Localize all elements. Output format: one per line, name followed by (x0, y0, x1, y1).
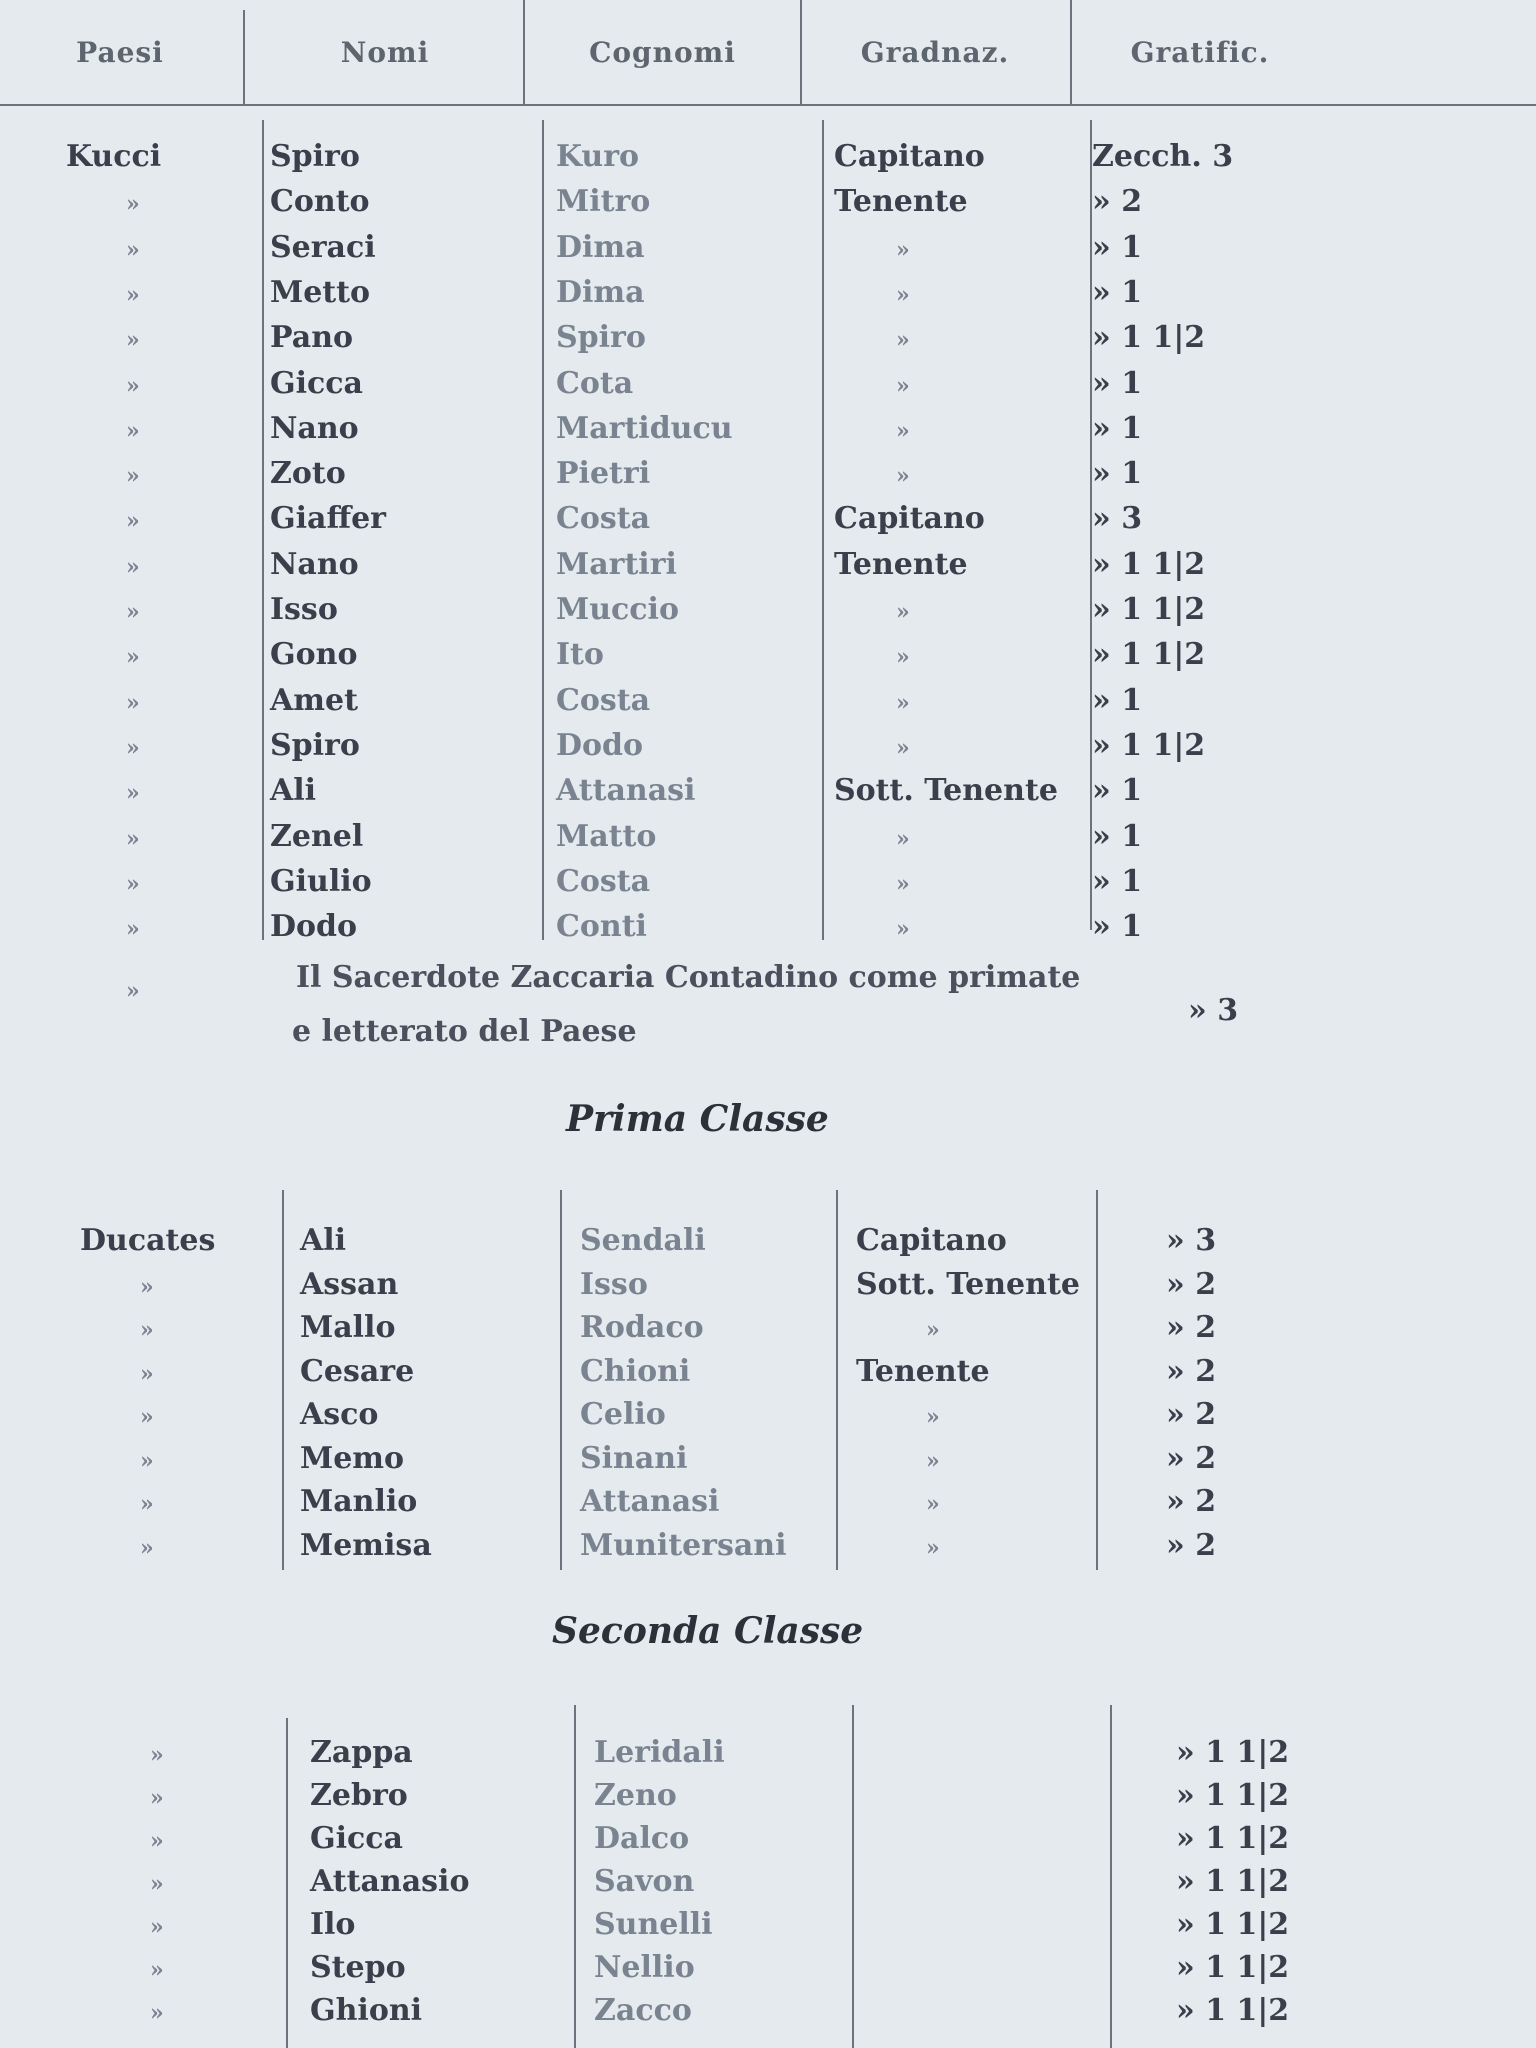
cell-paese: » (126, 916, 140, 943)
cell-grado: » (896, 463, 910, 490)
cell-paese: » (150, 2000, 164, 2026)
header-divider (523, 0, 525, 104)
cell-cognome: Muccio (556, 592, 679, 627)
cell-nome: Ali (300, 1223, 347, 1258)
cell-grado: » (896, 870, 910, 897)
cell-gratifica: » 3 (1092, 501, 1143, 537)
cell-paese: » (140, 1404, 154, 1430)
cell-cognome: Sunelli (594, 1907, 713, 1942)
cell-cognome: Costa (556, 682, 651, 718)
header-nomi: Nomi (340, 35, 430, 69)
cell-grado: » (896, 281, 910, 308)
section-title-prima-classe: Prima Classe (566, 1098, 829, 1140)
cell-paese: » (126, 553, 140, 580)
cell-grado: Sott. Tenente (834, 773, 1058, 809)
cell-nome: Spiro (270, 139, 360, 174)
cell-gratifica: » 2 (1166, 1527, 1217, 1563)
cell-grado: » (926, 1317, 940, 1343)
cell-gratifica: » 1 (1092, 456, 1143, 492)
cell-gratifica: » 1 1|2 (1176, 1821, 1290, 1856)
note-paese: » (126, 978, 140, 1004)
cell-gratifica: » 1 (1092, 818, 1143, 854)
cell-grado: Tenente (834, 184, 968, 220)
cell-gratifica: » 1 (1092, 410, 1143, 446)
cell-cognome: Munitersani (580, 1527, 787, 1563)
cell-cognome: Dalco (594, 1821, 690, 1856)
cell-grado: » (926, 1447, 940, 1474)
cell-gratifica: » 2 (1092, 184, 1143, 220)
cell-cognome: Attanasi (556, 773, 696, 809)
cell-nome: Ghioni (310, 1993, 423, 2028)
cell-gratifica: » 1 1|2 (1176, 1735, 1290, 1770)
cell-cognome: Dima (556, 274, 645, 310)
cell-cognome: Isso (580, 1266, 648, 1302)
column-rule (560, 1190, 562, 1570)
cell-cognome: Zeno (594, 1778, 677, 1813)
cell-nome: Manlio (300, 1484, 418, 1519)
cell-grado: » (926, 1404, 940, 1430)
cell-paese: » (150, 1871, 164, 1897)
cell-grado: » (896, 417, 910, 444)
cell-gratifica: » 1 1|2 (1092, 637, 1206, 673)
note-line-2: e letterato del Paese (292, 1014, 637, 1049)
note-line-1: Il Sacerdote Zaccaria Contadino come primate (296, 960, 1081, 995)
cell-nome: Stepo (310, 1950, 406, 1985)
column-rule (1096, 1190, 1098, 1570)
cell-grado: » (896, 599, 910, 625)
cell-nome: Zappa (310, 1735, 413, 1770)
cell-nome: Cesare (300, 1353, 415, 1389)
column-rule (836, 1190, 838, 1570)
cell-nome: Zoto (270, 456, 346, 492)
cell-nome: Pano (270, 320, 354, 356)
cell-nome: Spiro (270, 727, 360, 763)
cell-paese: » (150, 1785, 164, 1811)
cell-grado: » (896, 372, 910, 399)
cell-nome: Mallo (300, 1310, 396, 1345)
cell-nome: Memo (300, 1440, 405, 1476)
cell-cognome: Kuro (556, 139, 640, 174)
cell-paese: » (126, 644, 140, 671)
cell-nome: Ali (270, 773, 317, 809)
cell-nome: Nano (270, 410, 359, 446)
cell-nome: Gicca (310, 1821, 403, 1856)
cell-cognome: Celio (580, 1397, 666, 1432)
cell-gratifica: » 1 1|2 (1176, 1950, 1290, 1985)
cell-grado: Capitano (856, 1223, 1007, 1258)
cell-cognome: Attanasi (580, 1484, 720, 1519)
cell-cognome: Matto (556, 818, 657, 854)
column-rule (282, 1190, 284, 1570)
cell-paese: » (140, 1534, 154, 1561)
cell-grado: » (896, 916, 910, 943)
cell-gratifica: » 1 (1092, 365, 1143, 401)
cell-nome: Dodo (270, 909, 358, 945)
cell-paese: » (140, 1360, 154, 1387)
cell-cognome: Martiducu (556, 410, 733, 446)
cell-cognome: Martiri (556, 546, 677, 582)
cell-gratifica: » 1 (1092, 863, 1143, 899)
cell-paese: » (126, 372, 140, 399)
cell-gratifica: » 2 (1166, 1440, 1217, 1476)
cell-nome: Assan (300, 1266, 399, 1302)
cell-gratifica: » 1 1|2 (1176, 1993, 1290, 2028)
cell-gratifica: » 1 1|2 (1176, 1778, 1290, 1813)
cell-nome: Ilo (310, 1907, 356, 1942)
cell-cognome: Ito (556, 637, 604, 673)
cell-paese: » (140, 1447, 154, 1474)
cell-cognome: Conti (556, 909, 647, 945)
cell-cognome: Savon (594, 1864, 695, 1899)
header-cognomi: Cognomi (589, 35, 736, 69)
cell-paese: » (150, 1828, 164, 1854)
column-rule (542, 120, 544, 940)
cell-nome: Nano (270, 546, 359, 582)
cell-paese: » (126, 327, 140, 354)
cell-paese: » (126, 734, 140, 761)
cell-grado: Tenente (856, 1353, 990, 1389)
header-divider (1070, 0, 1072, 104)
cell-grado: » (896, 689, 910, 716)
table-header (0, 0, 1536, 106)
cell-paese: » (126, 281, 140, 308)
cell-grado: Tenente (834, 546, 968, 582)
cell-paese: » (126, 599, 140, 625)
header-gradnaz: Gradnaz. (860, 35, 1010, 69)
cell-paese: » (126, 417, 140, 444)
cell-cognome: Spiro (556, 320, 646, 356)
cell-gratifica: » 1 (1092, 682, 1143, 718)
cell-cognome: Dima (556, 229, 645, 265)
cell-gratifica: » 1 1|2 (1176, 1907, 1290, 1942)
cell-grado: » (896, 825, 910, 852)
cell-cognome: Pietri (556, 456, 651, 492)
cell-paese: » (140, 1491, 154, 1517)
cell-cognome: Rodaco (580, 1310, 704, 1345)
cell-gratifica: Zecch. 3 (1092, 139, 1234, 174)
cell-paese: Ducates (80, 1223, 216, 1258)
cell-nome: Isso (270, 592, 338, 627)
cell-gratifica: » 2 (1166, 1397, 1217, 1432)
cell-nome: Gicca (270, 365, 363, 401)
header-divider (243, 10, 245, 104)
cell-paese: » (126, 508, 140, 535)
note-gratifica: » 3 (1188, 993, 1239, 1028)
cell-grado: » (896, 734, 910, 761)
cell-cognome: Dodo (556, 727, 644, 763)
cell-grado: » (896, 644, 910, 671)
cell-nome: Zenel (270, 818, 364, 854)
column-rule (262, 120, 264, 940)
cell-cognome: Costa (556, 863, 651, 899)
column-rule (574, 1705, 576, 2048)
cell-grado: Capitano (834, 501, 985, 537)
cell-nome: Gono (270, 637, 358, 673)
cell-grado: » (926, 1491, 940, 1517)
cell-nome: Giaffer (270, 501, 386, 537)
cell-gratifica: » 2 (1166, 1310, 1217, 1345)
cell-paese: » (126, 870, 140, 897)
cell-paese: » (126, 463, 140, 490)
cell-paese: » (140, 1273, 154, 1300)
cell-grado: » (896, 327, 910, 354)
cell-cognome: Cota (556, 365, 634, 401)
cell-paese: » (126, 780, 140, 807)
cell-paese: » (140, 1317, 154, 1343)
cell-gratifica: » 1 (1092, 773, 1143, 809)
cell-gratifica: » 1 1|2 (1092, 320, 1206, 356)
header-paesi: Paesi (76, 35, 164, 69)
cell-grado: » (896, 236, 910, 263)
cell-gratifica: » 1 (1092, 909, 1143, 945)
cell-nome: Memisa (300, 1527, 432, 1563)
cell-gratifica: » 2 (1166, 1353, 1217, 1389)
cell-cognome: Mitro (556, 184, 651, 220)
cell-paese: » (126, 191, 140, 218)
cell-gratifica: » 1 (1092, 274, 1143, 310)
cell-gratifica: » 2 (1166, 1266, 1217, 1302)
column-rule (822, 120, 824, 940)
cell-paese: » (150, 1914, 164, 1940)
cell-nome: Seraci (270, 229, 376, 265)
cell-grado: Capitano (834, 139, 985, 174)
cell-gratifica: » 1 1|2 (1092, 592, 1206, 627)
cell-gratifica: » 1 1|2 (1092, 546, 1206, 582)
cell-paese: » (126, 236, 140, 263)
cell-nome: Attanasio (310, 1864, 470, 1899)
cell-gratifica: » 3 (1166, 1223, 1217, 1258)
cell-gratifica: » 1 1|2 (1092, 727, 1206, 763)
cell-cognome: Nellio (594, 1950, 695, 1985)
cell-grado: » (926, 1534, 940, 1561)
column-rule (852, 1705, 854, 2048)
cell-paese: Kucci (66, 139, 162, 174)
cell-cognome: Costa (556, 501, 651, 537)
cell-cognome: Zacco (594, 1993, 692, 2028)
cell-gratifica: » 1 1|2 (1176, 1864, 1290, 1899)
cell-grado: Sott. Tenente (856, 1266, 1080, 1302)
cell-cognome: Sendali (580, 1223, 706, 1258)
cell-nome: Conto (270, 184, 370, 220)
cell-paese: » (150, 1957, 164, 1983)
section-title-seconda-classe: Seconda Classe (552, 1610, 864, 1652)
cell-paese: » (150, 1742, 164, 1768)
column-rule (286, 1718, 288, 2048)
column-rule (1110, 1705, 1112, 2048)
cell-cognome: Leridali (594, 1735, 725, 1770)
cell-nome: Asco (300, 1397, 379, 1432)
cell-nome: Zebro (310, 1778, 408, 1813)
cell-gratifica: » 1 (1092, 229, 1143, 265)
cell-cognome: Chioni (580, 1353, 691, 1389)
cell-nome: Metto (270, 274, 371, 310)
cell-nome: Amet (270, 682, 358, 718)
header-divider (800, 0, 802, 104)
header-gratific: Gratific. (1130, 35, 1270, 69)
cell-nome: Giulio (270, 863, 372, 899)
cell-cognome: Sinani (580, 1440, 688, 1476)
cell-gratifica: » 2 (1166, 1484, 1217, 1519)
cell-paese: » (126, 689, 140, 716)
cell-paese: » (126, 825, 140, 852)
